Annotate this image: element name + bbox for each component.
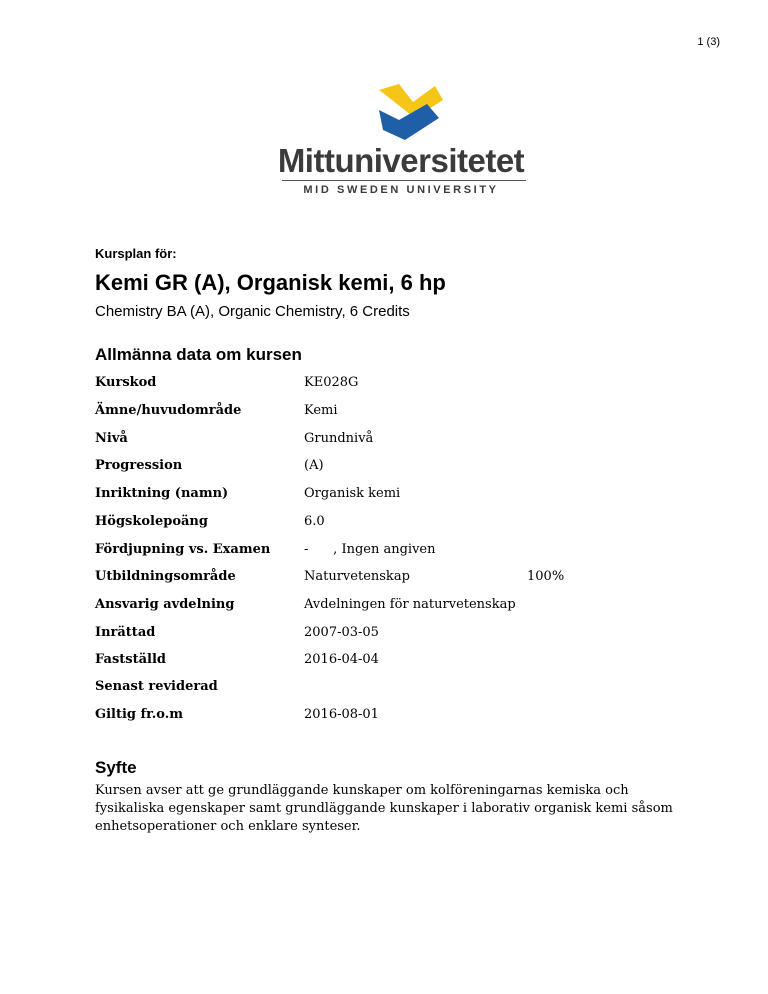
table-row: [95, 597, 655, 617]
row-key: Kurskod: [95, 375, 157, 390]
row-key: Ämne/huvudområde: [95, 403, 242, 418]
table-row: [95, 458, 655, 478]
syllabus-label: Kursplan för:: [95, 246, 177, 261]
table-row: [95, 652, 655, 672]
row-value: Organisk kemi: [304, 486, 401, 501]
table-row: [95, 431, 655, 451]
general-data-heading: Allmänna data om kursen: [95, 345, 302, 364]
table-row: [95, 679, 655, 699]
row-value: Kemi: [304, 403, 338, 418]
table-row: [95, 486, 655, 506]
row-value: 2007-03-05: [304, 625, 379, 640]
row-value: (A): [304, 458, 324, 473]
table-row: [95, 403, 655, 423]
table-row: [95, 707, 655, 727]
row-value: 6.0: [304, 514, 325, 529]
row-key: Fastställd: [95, 652, 166, 667]
row-key: Nivå: [95, 431, 128, 446]
row-value: KE028G: [304, 375, 359, 390]
row-key: Inriktning (namn): [95, 486, 229, 501]
row-value: Naturvetenskap: [304, 569, 410, 584]
purpose-text: Kursen avser att ge grundläggande kunskaper om kolföreningarnas kemiska och fysikaliska egenskaper samt grundläggande kunskaper i laborativ organisk kemi såsom enhetsoperationer och enklare synteser.: [95, 783, 673, 834]
row-value: 2016-04-04: [304, 652, 379, 667]
row-key: Progression: [95, 458, 183, 473]
row-percentage: 100%: [527, 569, 565, 584]
row-value: Grundnivå: [304, 431, 374, 446]
row-key: Giltig fr.o.m: [95, 707, 184, 722]
table-row: [95, 625, 655, 645]
row-key: Senast reviderad: [95, 679, 218, 694]
table-row: [95, 375, 655, 395]
row-value: 2016-08-01: [304, 707, 379, 722]
logo-subname: MID SWEDEN UNIVERSITY: [303, 184, 499, 196]
row-value: Avdelningen för naturvetenskap: [304, 597, 516, 612]
row-value: - , Ingen angiven: [304, 542, 436, 557]
row-key: Ansvarig avdelning: [95, 597, 235, 612]
logo-rule: [282, 180, 526, 181]
row-key: Högskolepoäng: [95, 514, 208, 529]
logo-wordmark: Mittuniversitetet: [277, 142, 525, 179]
row-key: Fördjupning vs. Examen: [95, 542, 271, 557]
logo-emblem-icon: [365, 80, 455, 142]
page-number: 1 (3): [697, 36, 720, 48]
course-subtitle: Chemistry BA (A), Organic Chemistry, 6 Credits: [95, 303, 410, 320]
university-logo: [270, 80, 540, 200]
purpose-heading: Syfte: [95, 758, 137, 777]
course-title: Kemi GR (A), Organisk kemi, 6 hp: [95, 270, 446, 295]
row-key: Inrättad: [95, 625, 156, 640]
table-row: [95, 542, 655, 562]
row-key: Utbildningsområde: [95, 569, 236, 584]
table-row: [95, 514, 655, 534]
table-row: [95, 569, 655, 589]
